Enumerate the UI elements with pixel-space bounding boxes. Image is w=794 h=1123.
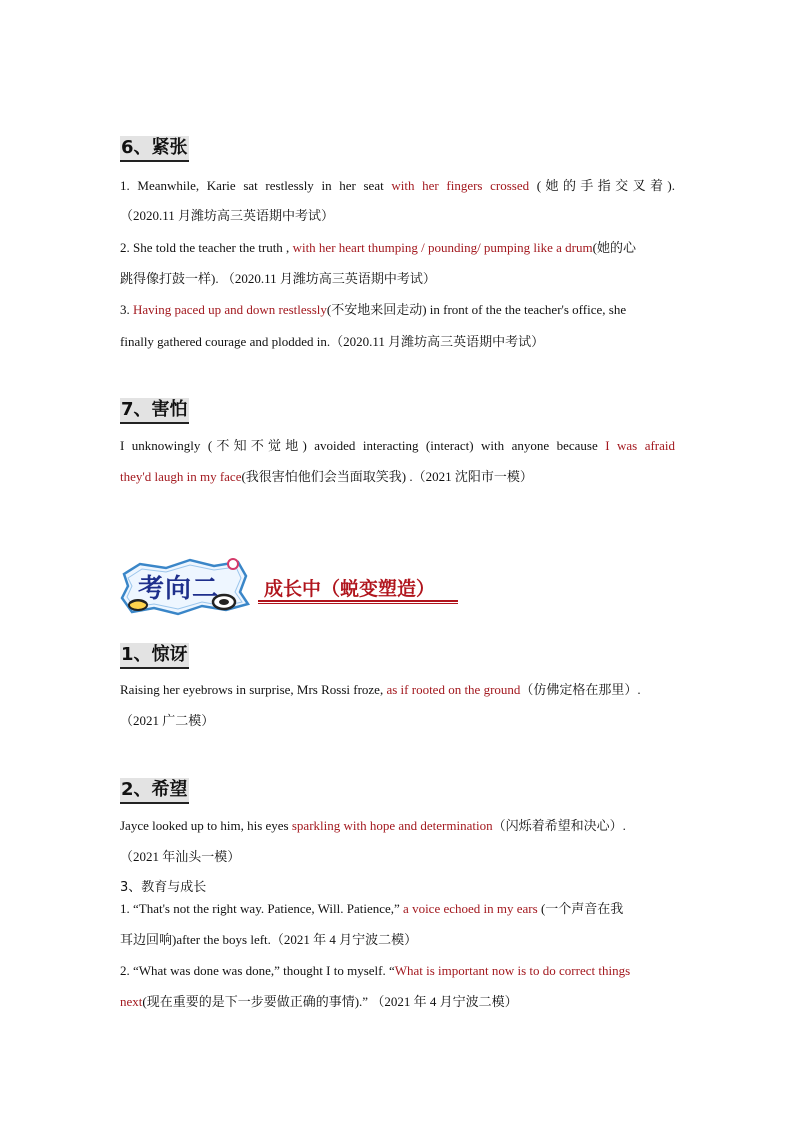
example-text: 1. “That's not the right way. Patience, Will. Patience,”	[120, 901, 404, 916]
example-text: 3.	[120, 302, 133, 317]
example-text: （仿佛定格在那里）.	[520, 682, 641, 697]
source-note: （2021 年汕头一模）	[120, 849, 241, 864]
example-line: 耳边回响)after the boys left.（2021 年 4 月宁波二模）	[120, 932, 418, 947]
highlight-phrase: What is important now is to do correct things	[394, 963, 631, 978]
example-line	[120, 682, 675, 698]
subsection-heading: 3、教育与成长	[120, 880, 207, 895]
example-line	[120, 901, 675, 917]
highlight-phrase: Having paced up and down restlessly	[133, 302, 327, 317]
example-line: finally gathered courage and plodded in.（2020.11 月潍坊高三英语期中考试）	[120, 334, 545, 349]
example-text: I unknowingly (不知不觉地) avoided interacting (interact) with anyone because	[120, 438, 606, 453]
example-text: Jayce looked up to him, his eyes	[120, 818, 292, 833]
source-note: （2020.11 月潍坊高三英语期中考试）	[120, 208, 335, 223]
example-line	[120, 240, 675, 256]
example-line	[120, 963, 675, 979]
highlight-phrase: they'd laugh in my face	[120, 469, 242, 484]
example-text: 2. “What was done was done,” thought I to myself. “	[120, 963, 395, 978]
highlight-phrase: next	[120, 994, 143, 1009]
divider	[258, 600, 458, 602]
example-line	[120, 438, 675, 454]
divider	[258, 603, 458, 604]
example-line	[120, 818, 675, 834]
source-note: （2021 广二模）	[120, 713, 215, 728]
example-text: 2. She told the teacher the truth ,	[120, 240, 293, 255]
example-text: 1. Meanwhile, Karie sat restlessly in her seat	[120, 178, 392, 193]
example-text: （闪烁着希望和决心）.	[492, 818, 626, 833]
example-text: (我很害怕他们会当面取笑我) .（2021 沈阳市一模）	[241, 469, 533, 484]
example-text: (不安地来回走动) in front of the the teacher's office, she	[326, 302, 627, 317]
highlight-phrase: with her heart thumping / pounding/ pumping like a drum	[292, 240, 593, 255]
section-heading-nervous: 6、紧张	[120, 136, 189, 162]
example-text: (现在重要的是下一步要做正确的事情).” （2021 年 4 月宁波二模）	[142, 994, 518, 1009]
example-text: (她的手指交叉着).	[529, 178, 675, 193]
example-line	[120, 178, 675, 194]
highlight-phrase: with her fingers crossed	[391, 178, 530, 193]
example-line	[120, 302, 675, 318]
banner-label: 考向二	[138, 574, 220, 604]
highlight-phrase: sparkling with hope and determination	[291, 818, 493, 833]
highlight-phrase: as if rooted on the ground	[386, 682, 521, 697]
section-heading-afraid: 7、害怕	[120, 398, 189, 424]
example-text: (一个声音在我	[537, 901, 624, 916]
section-banner	[118, 556, 463, 618]
example-line: 跳得像打鼓一样). （2020.11 月潍坊高三英语期中考试）	[120, 271, 436, 286]
banner-title: 成长中（蜕变塑造）	[264, 578, 436, 600]
example-line	[120, 994, 675, 1010]
example-text: (她的心	[592, 240, 636, 255]
highlight-phrase: a voice echoed in my ears	[403, 901, 538, 916]
example-text: Raising her eyebrows in surprise, Mrs Rossi froze,	[120, 682, 387, 697]
section-heading-hope: 2、希望	[120, 778, 189, 804]
example-line	[120, 469, 675, 485]
section-heading-surprise: 1、惊讶	[120, 643, 189, 669]
highlight-phrase: I was afraid	[605, 438, 676, 453]
